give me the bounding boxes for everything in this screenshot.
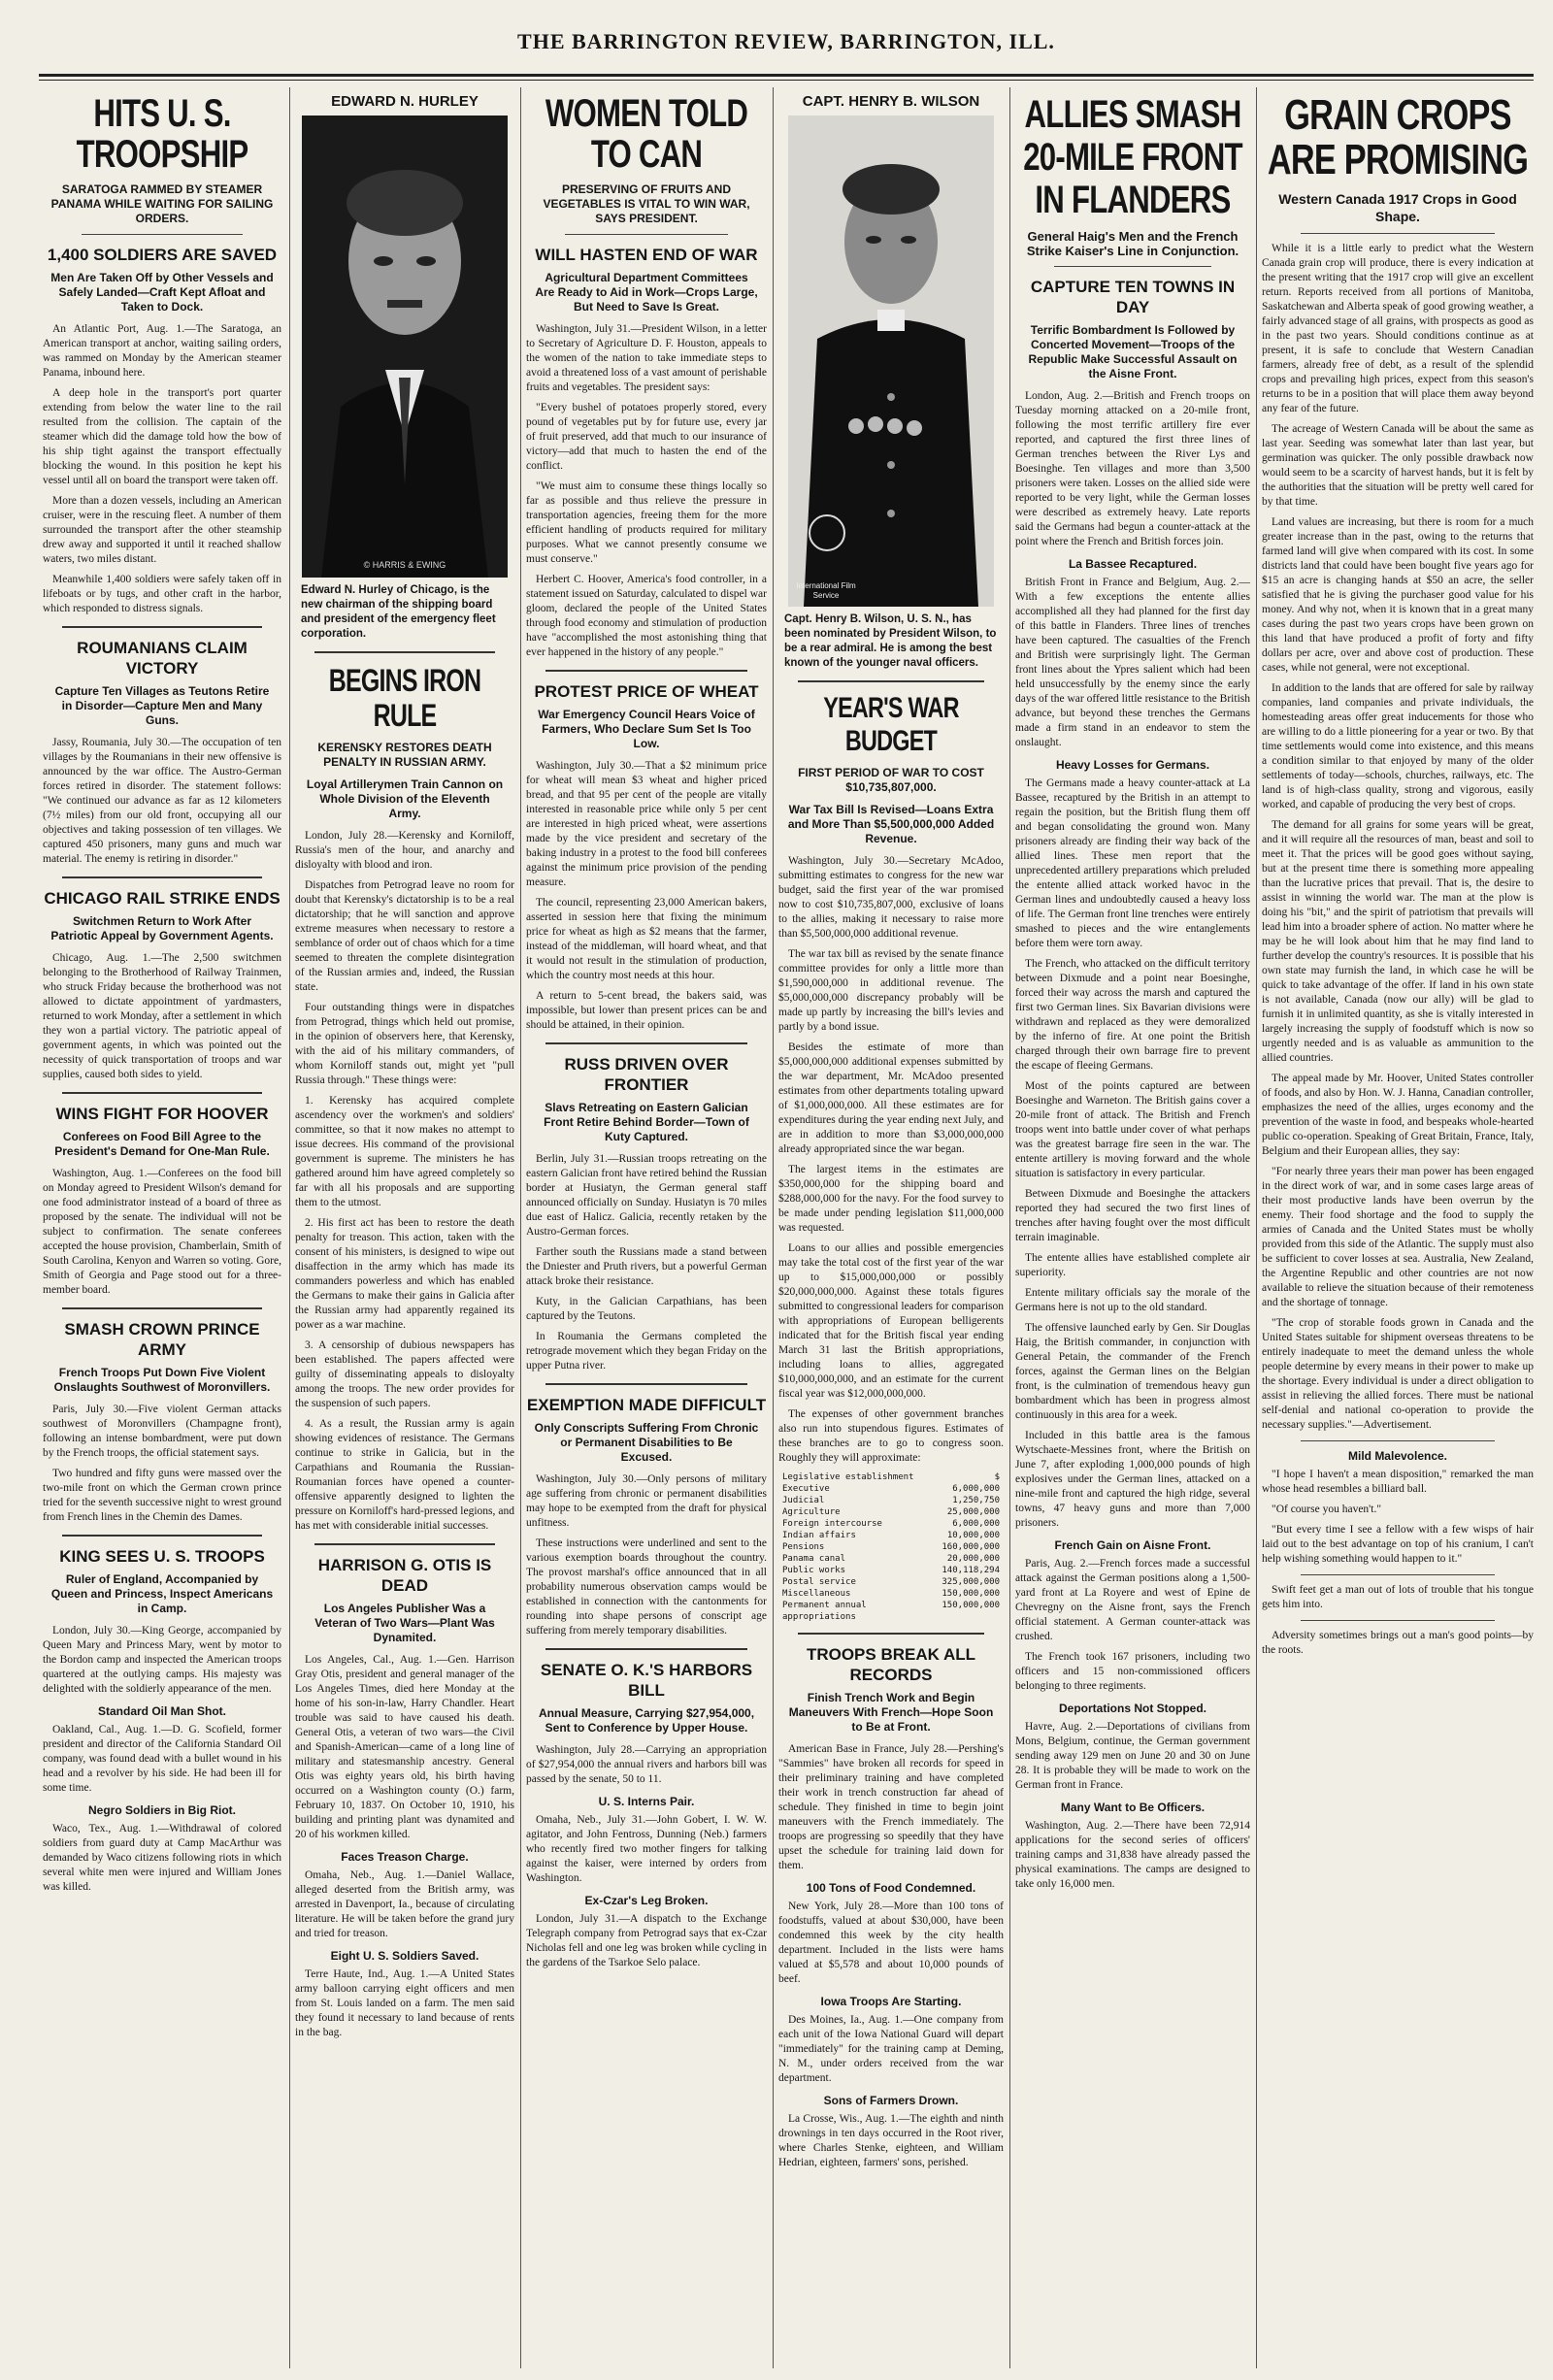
headline-crown-prince: SMASH CROWN PRINCE ARMY <box>64 1320 260 1359</box>
article-paragraph: The French took 167 prisoners, including two officers and 15 non-commissioned officers belonging to three regiments. <box>1015 1651 1250 1692</box>
headline-exemption: EXEMPTION MADE DIFFICULT <box>526 1396 767 1414</box>
deck-hasten-end: Agricultural Department Committees Are Ready to Aid in Work—Crops Large, But Need to Save Is Great. <box>535 271 758 314</box>
article-paragraph: "Of course you haven't." <box>1272 1504 1382 1515</box>
headline-chicago-strike: CHICAGO RAIL STRIKE ENDS <box>44 889 281 908</box>
deck-russ: Slavs Retreating on Eastern Galician Front Retire Behind Border—Town of Kuty Captured. <box>544 1101 749 1143</box>
budget-row-label: Pensions <box>782 1542 825 1552</box>
photo-credit: International Film Service <box>796 581 856 600</box>
budget-row-value: 6,000,000 <box>952 1519 1000 1529</box>
article-paragraph: 4. As a result, the Russian army is again showing evidences of resistance. The Germans continue to strike in Galicia, but in the Carpathians and Roumania the Russian-Roumanian forces have opened a counter-offensive apparently designed to lighten the pressure on Korniloff's hard-pressed legions, and has met with considerable initial successes. <box>295 1418 514 1532</box>
article-paragraph: Los Angeles, Cal., Aug. 1.—Gen. Harrison Gray Otis, president and general manager of the Los Angeles Times, died here Monday at the home of his son-in-law, Harry Chandler. Heart trouble was said to have caused his death. General Otis, a veteran of two wars—the Civil and Spanish-American—came of a long line of military and statesmanship ancestry. General Otis was eighty years old, his birth having occurred on a Washington county (O.) farm, February 10, 1837. On October 10, 1910, his building and printing plant was dynamited and 20 of his workmen killed. <box>295 1654 514 1840</box>
article-paragraph: 3. A censorship of dubious newspapers has been established. The papers affected were guilty of disseminating appeals to disloyalty among the troops. The new order provides for the suspension of such papers. <box>295 1339 514 1409</box>
masthead-rule-thin <box>39 80 1534 81</box>
budget-row-label: Legislative establishment <box>782 1472 914 1482</box>
article-paragraph: Paris, July 30.—Five violent German attacks southwest of Moronvillers (Champagne front), following an intense bombardment, were put down by the French troops, the official statement says. <box>43 1404 281 1459</box>
article-paragraph: Washington, July 30.—Secretary McAdoo, submitting estimates to congress for the new war budget, said the first year of the war promised now to cost $10,735,807,000, exclusive of loans to the allies, making it necessary to raise more than $5,500,000,000 additional revenue. <box>778 855 1004 940</box>
budget-table <box>782 1471 1000 1623</box>
headline-hoover: WINS FIGHT FOR HOOVER <box>55 1105 269 1123</box>
headline-grain-crops: GRAIN CROPS ARE PROMISING <box>1267 91 1529 183</box>
budget-row-value: 10,000,000 <box>946 1531 1000 1540</box>
budget-row-value: 150,000,000 <box>942 1601 1000 1610</box>
article-paragraph: Included in this battle area is the famous Wytschaete-Messines front, where the British on June 7, after exploding 1,000,000 pounds of high explosives under the German lines, attacked on a nine-mile front and captured the high ridge, several towns, 47 heavy guns and more than 7,000 prisoners. <box>1015 1430 1250 1529</box>
budget-row-value: 140,118,294 <box>942 1566 1000 1575</box>
headline-roumanians: ROUMANIANS CLAIM VICTORY <box>77 639 248 678</box>
deck-hoover: Conferees on Food Bill Agree to the President's Demand for One-Man Rule. <box>54 1130 270 1158</box>
article-paragraph: Two hundred and fifty guns were massed over the two-mile front on which the German crown prince tried for the seventh successive night to wrest ground from French lines in the Chemin des Dames. <box>43 1468 281 1523</box>
article-paragraph: La Crosse, Wis., Aug. 1.—The eighth and ninth drownings in ten days occurred in the Root river, where Charles Stenke, eighteen, and William Hedrian, eighteen, farmers' sons, perished. <box>778 2113 1004 2168</box>
article-paragraph: "The crop of storable foods grown in Canada and the United States suitable for shipment overseas threatens to be entirely inadequate to meet the demand unless the whole people determine by every means in their power to make up the shortage. Every individual is under a direct obligation to assist in relieving the allied forces. There must be national self-denial and national co-operation to provide the necessary supplies."—Advertisement. <box>1262 1317 1534 1431</box>
budget-row-value: 6,000,000 <box>952 1484 1000 1494</box>
article-paragraph: The French, who attacked on the difficult territory between Dixmude and a point near Boesinghe, forced their way across the marsh and captured the first two German lines. Six Bavarian divisions were withdrawn and replaced as they were demoralized by the inferno of fire. At one point the British charged through their own barrage fire to prevent the escape of fleeing Germans. <box>1015 958 1250 1072</box>
article-paragraph: The appeal made by Mr. Hoover, United States controller of foods, and also by Hon. W. J. Hanna, Canadian controller, emphasizes the need of the allies, urges economy and the prevention of the waste in food, and bespeaks whole-hearted public co-operation. Speaking of Great Britain, France, Italy, Belgium and their European allies, they say: <box>1262 1073 1534 1157</box>
article-paragraph: While it is a little early to predict what the Western Canada grain crop will produce, there is every indication at the present writing that the 1917 crop will give an excellent return. Reports received from all portions of Manitoba, Saskatchewan and Alberta speak of good growing weather, a fairly advanced stage of all grains, with prospects as good as in the past two years. Should conditions continue as at present, it is safe to conclude that Western Canadian farmers, already free of debt, as a result of the splendid crops and prevailing high prices, expect from this season's returns to be in a position that will place them away beyond any fear of the future. <box>1262 243 1534 414</box>
article-paragraph: "We must aim to consume these things locally so far as possible and thus relieve the pressure in transportation agencies, freeing them for the more efficient handling of products required for military purposes. What we cannot presently consume we must conserve." <box>526 480 767 565</box>
budget-row <box>782 1483 1000 1495</box>
subhead-soldiers-saved: 1,400 SOLDIERS ARE SAVED <box>47 246 278 264</box>
article-paragraph: Between Dixmude and Boesinghe the attackers reported they had secured the two first lines of trenches after having fought over the most difficult terrain imaginable. <box>1015 1188 1250 1243</box>
article-paragraph: 2. His first act has been to restore the death penalty for treason. This action, taken with the consent of his ministers, is designed to wipe out disaffection in the army which has made its commanders powerless and which has enabled the Germans to make their gains in Galicia after the Russian army had apparently regained its power as a war machine. <box>295 1217 514 1331</box>
deck-troopship: SARATOGA RAMMED BY STEAMER PANAMA WHILE WAITING FOR SAILING ORDERS. <box>50 182 274 225</box>
caption-hurley: Edward N. Hurley of Chicago, is the new chairman of the shipping board and president of the emergency fleet corporation. <box>301 584 496 640</box>
column-6 <box>1262 87 1534 2368</box>
column-1 <box>43 87 281 2368</box>
budget-row-label: Permanent annual appropriations <box>782 1601 867 1622</box>
article-paragraph: Washington, July 30.—That a $2 minimum price for wheat will mean $3 wheat and higher priced bread, and that 95 per cent of the people are vitally interested in reasonable price while only 5 per cent are interested in high priced wheat, were assertions made by the vice president and secretary of the baking industry in a protest to the food bill conferees against the minimum price provision of the pending measure. <box>526 760 767 888</box>
divider <box>798 1633 984 1635</box>
headline-iron-rule: BEGINS IRON RULE <box>328 663 481 733</box>
column-separator <box>1009 87 1010 2368</box>
subhead-food-condemned: 100 Tons of Food Condemned. <box>806 1881 976 1895</box>
headline-war-budget: YEAR'S WAR BUDGET <box>823 692 959 757</box>
divider <box>62 1535 262 1537</box>
deck-harbors: Annual Measure, Carrying $27,954,000, Sent to Conference by Upper House. <box>538 1706 755 1735</box>
article-paragraph: Loans to our allies and possible emergencies may take the total cost of the first year of the war up to $15,000,000,000 or possibly $20,000,000,000. Against these totals figures submitted to congressional leaders for comparison with appropriations of European belligerents indicated that for the British fiscal year ending March 31 last the British appropriations, including loans to allies, aggregated $10,000,000,000, and an estimate for the current fiscal year was $12,000,000,000. <box>778 1242 1004 1400</box>
article-paragraph: The Germans made a heavy counter-attack at La Bassee, recaptured by the British in an attempt to regain the position, but the British flung them off and began consolidating the ground won. Many prisoners already are finding their way back of the allied lines. These men report that the unprecedented artillery preparations which preluded the entente allied attack worked havoc in the German lines and undoubtedly caused a heavy loss of life. The German front line trenches were entirely smashed to pieces and the wire entanglements before them were torn away. <box>1015 777 1250 949</box>
deck-otis: Los Angeles Publisher Was a Veteran of Two Wars—Plant Was Dynamited. <box>314 1602 495 1644</box>
headline-women-can: WOMEN TOLD TO CAN <box>545 92 748 176</box>
headline-wheat: PROTEST PRICE OF WHEAT <box>534 682 759 701</box>
divider <box>314 1543 495 1545</box>
headline-russ: RUSS DRIVEN OVER FRONTIER <box>564 1055 729 1094</box>
article-paragraph: Meanwhile 1,400 soldiers were safely taken off in lifeboats or by tugs, and other craft in the harbor, which responded to distress signals. <box>43 574 281 614</box>
divider <box>545 1648 747 1650</box>
deck-wheat: War Emergency Council Hears Voice of Farmers, Who Declare Sum Set Is Too Low. <box>538 708 755 750</box>
deck-women-can: PRESERVING OF FRUITS AND VEGETABLES IS VITAL TO WIN WAR, SAYS PRESIDENT. <box>543 182 750 225</box>
article-paragraph: Swift feet get a man out of lots of trouble that his tongue gets him into. <box>1262 1584 1534 1610</box>
budget-row-label: Postal service <box>782 1577 856 1587</box>
article-paragraph: Jassy, Roumania, July 30.—The occupation of ten villages by the Roumanians in their new offensive is announced by the war office. The Austro-German forces retired in disorder. The statement follows: "We continued our advance as far as 12 kilometers (7½ miles) from our old front, occupying all our objectives and taking possession of ten villages. We captured 450 prisoners, many guns and much war material. The enemy is retiring in disorder." <box>43 737 281 865</box>
divider <box>565 234 728 235</box>
deck-roumanians: Capture Ten Villages as Teutons Retire in Disorder—Capture Men and Many Guns. <box>54 684 270 727</box>
deck-allies-smash: General Haig's Men and the French Strike Kaiser's Line in Conjunction. <box>1026 229 1239 258</box>
subhead-mild-malevolence: Mild Malevolence. <box>1347 1449 1448 1463</box>
divider <box>1054 266 1211 267</box>
subhead-la-bassee: La Bassee Recaptured. <box>1068 557 1198 571</box>
subhead-farmers-drown: Sons of Farmers Drown. <box>823 2094 959 2107</box>
deck-troops-records: Finish Trench Work and Begin Maneuvers With French—Hope Soon to Be at Front. <box>788 1691 994 1734</box>
article-paragraph: In addition to the lands that are offered for sale by railway companies, land companies and private individuals, the homesteading areas offer great inducements for those who are willing to do a little pioneering for a year or two. By that time settlements would come into existence, and this means a condition similar to that enjoyed by many of the older settlements of today—schools, churches, railways, etc. The land is of high-class quality, strong and vigorous, easily worked, and capable of producing the very best of crops. <box>1262 682 1534 810</box>
article-paragraph: London, July 28.—Kerensky and Korniloff, Russia's men of the hour, and anarchy and disloyalty with blood and iron. <box>295 830 514 871</box>
subhead-aisne: French Gain on Aisne Front. <box>1054 1538 1211 1552</box>
column-2 <box>295 87 514 2368</box>
deck-chicago-strike: Switchmen Return to Work After Patriotic Appeal by Government Agents. <box>50 914 274 942</box>
budget-row-label: Foreign intercourse <box>782 1519 882 1529</box>
article-paragraph: British Front in France and Belgium, Aug. 2.—With a few exceptions the entente allies accomplished all they had planned for the first day of this battle in Flanders. Three lines of trenches have been captured. The casualties of the French and British were surprisingly light. The German front lines about the Ypres salient which had been held unsuccessfully by the enemy since the early days of the war offered little resistance to the British advance, but beyond these trenches the Germans made a firm stand in an endeavor to stem the onslaught. <box>1015 577 1250 748</box>
article-paragraph: London, July 31.—A dispatch to the Exchange Telegraph company from Petrograd says that ex-Czar Nicholas fell and one leg was broken while cycling in the gardens of the Tsarkoe Selo palace. <box>526 1913 767 1968</box>
article-paragraph: An Atlantic Port, Aug. 1.—The Saratoga, an American transport at anchor, waiting sailing orders, was rammed on Monday by the American steamer Panama, inbound here. <box>43 323 281 379</box>
budget-row-label: Panama canal <box>782 1554 846 1564</box>
article-paragraph: In Roumania the Germans completed the retrograde movement which they began Friday on the upper Putna river. <box>526 1331 767 1372</box>
divider <box>314 651 495 653</box>
divider <box>82 234 243 235</box>
budget-row <box>782 1588 1000 1600</box>
article-paragraph: Waco, Tex., Aug. 1.—Withdrawal of colored soldiers from guard duty at Camp MacArthur was demanded by Waco citizens following riots in which several white men were injured and William Jones was killed. <box>43 1823 281 1893</box>
divider <box>545 670 747 672</box>
subhead-heavy-losses: Heavy Losses for Germans. <box>1055 758 1210 772</box>
subhead-treason: Faces Treason Charge. <box>341 1850 469 1864</box>
article-paragraph: 1. Kerensky has acquired complete ascendency over the workmen's and soldiers' committee, so that it now makes no attempt to issue decrees. His command of the provisional government is supreme. The ministers he has gathered around him have agreed completely so far with all his proposals and are supporting them to the utmost. <box>295 1095 514 1208</box>
budget-row-label: Miscellaneous <box>782 1589 851 1599</box>
article-paragraph: Des Moines, Ia., Aug. 1.—One company from each unit of the Iowa National Guard will depart "immediately" for the training camp at Deming, N. M., under orders received from the war department. <box>778 2014 1004 2084</box>
budget-row-value: 25,000,000 <box>946 1507 1000 1517</box>
article-paragraph: London, July 30.—King George, accompanied by Queen Mary and Princess Mary, went by motor to the Bordon camp and inspected the American troops quartered at the outlying camps. His majesty was delighted with the soldierly appearance of the men. <box>43 1625 281 1695</box>
budget-row <box>782 1518 1000 1530</box>
divider <box>62 876 262 878</box>
column-separator <box>773 87 774 2368</box>
portrait-photo-wilson <box>788 116 994 607</box>
deck-crown-prince: French Troops Put Down Five Violent Onslaughts Southwest of Moronvillers. <box>53 1366 271 1394</box>
deck-iron-rule: KERENSKY RESTORES DEATH PENALTY IN RUSSIAN ARMY. <box>317 741 492 769</box>
article-paragraph: American Base in France, July 28.—Pershing's "Sammies" have broken all records for speed in their preliminary training and have completed their work in trench construction far ahead of schedule. They finished in time to begin joint maneuvers with the French immediately. The troops are progressing so speedily that they have upset the schedule for training laid down for them. <box>778 1743 1004 1871</box>
budget-row <box>782 1530 1000 1541</box>
budget-row <box>782 1565 1000 1576</box>
deck-iron-rule-2: Loyal Artillerymen Train Cannon on Whole Division of the Eleventh Army. <box>306 777 504 820</box>
article-paragraph: "For nearly three years their man power has been engaged in the direct work of war, and in some cases large areas of their most productive lands have been overrun by the enemy. Their food shortage and the food to supply the armies of Canada and the United States must be wholly provided from this side of the Atlantic. The supply must also be sufficient to cover losses at sea. Australia, New Zealand, the Argentine Republic and other countries are not now available to relieve the situation because of their remoteness and the shortage of tonnage. <box>1262 1166 1534 1308</box>
subhead-officers: Many Want to Be Officers. <box>1060 1801 1206 1814</box>
article-paragraph: A return to 5-cent bread, the bakers said, was impossible, but lower than present prices can be and should be attained, in their opinion. <box>526 990 767 1031</box>
divider <box>1301 233 1495 234</box>
subhead-deportations: Deportations Not Stopped. <box>1059 1702 1206 1715</box>
portrait-wilson-icon <box>788 116 994 607</box>
article-paragraph: Dispatches from Petrograd leave no room for doubt that Kerensky's dictatorship is to be a real dictatorship; that he will sanction and approve extreme measures when necessary to restore a semblance of order out of chaos which for a time seemed to threaten the complete disintegration of the Russian armies and, indeed, the Russian state. <box>295 879 514 993</box>
article-paragraph: Oakland, Cal., Aug. 1.—D. G. Scofield, former president and director of the California Standard Oil company, was found dead with a bullet wound in his head and a revolver by his side. He had been ill for some time. <box>43 1724 281 1794</box>
caption-wilson: Capt. Henry B. Wilson, U. S. N., has been nominated by President Wilson, to be a rear admiral. He is among the best known of the younger naval officers. <box>784 613 997 669</box>
portrait-photo-hurley <box>302 116 508 578</box>
article-paragraph: Four outstanding things were in dispatches from Petrograd, things which held out promise, in the opinion of observers here, that Kerensky, with the aid of his military commanders, of whom Korniloff stands out, might yet "pull Russia through." These things were: <box>295 1002 514 1086</box>
deck-soldiers-saved: Men Are Taken Off by Other Vessels and Safely Landed—Craft Kept Afloat and Taken to Dock. <box>50 271 274 314</box>
article-paragraph: Washington, July 30.—Only persons of military age suffering from chronic or permanent disabilities may hope to be exempted from the draft for physical unfitness. <box>526 1473 767 1529</box>
budget-row <box>782 1553 1000 1565</box>
deck-grain-crops: Western Canada 1917 Crops in Good Shape. <box>1278 191 1517 224</box>
article-paragraph: Chicago, Aug. 1.—The 2,500 switchmen belonging to the Brotherhood of Railway Trainmen, who struck Friday because the brotherhood was not allowed to dictate appointment of yardmasters, returned to work Monday, after a settlement in which they won a partial victory. The patriotic appeal of government agents, in which was pointed out the necessity of quick transportation of troops and war supplies, caused both sides to yield. <box>43 952 281 1080</box>
subhead-negro-soldiers: Negro Soldiers in Big Riot. <box>87 1803 236 1817</box>
article-paragraph: The war tax bill as revised by the senate finance committee provides for only a little more than $1,590,000,000 in additional revenue. The $5,000,000,000 discrepancy probably will be made up partly by increasing the bill's levies and partly by a bond issue. <box>778 948 1004 1033</box>
divider <box>1301 1440 1495 1441</box>
subhead-hasten-end: WILL HASTEN END OF WAR <box>535 246 758 264</box>
article-paragraph: Most of the points captured are between Boesinghe and Warneton. The British gains cover a 20-mile front of attack. The British and French troops went into battle under cover of what perhaps was the greatest barrage fire seen in the war. The entente artillery is moving forward and the whole situation is satisfactory in every particular. <box>1015 1080 1250 1179</box>
budget-row-value: $ <box>994 1472 1000 1482</box>
article-paragraph: The entente allies have established complete air superiority. <box>1015 1252 1250 1278</box>
article-paragraph: More than a dozen vessels, including an American cruiser, were in the rescuing fleet. A number of them surrounded the transport after the other steamship drew away and supported it until it reached shallow waters, two miles distant. <box>43 495 281 565</box>
budget-row-label: Indian affairs <box>782 1531 856 1540</box>
deck-ten-towns: Terrific Bombardment Is Followed by Concerted Movement—Troops of the Republic Make Successful Assault on the Aisne Front. <box>1028 323 1238 380</box>
article-paragraph: Farther south the Russians made a stand between the Dniester and Pruth rivers, but a powerful German attack broke their resistance. <box>526 1246 767 1287</box>
budget-row-value: 150,000,000 <box>942 1589 1000 1599</box>
article-paragraph: Land values are increasing, but there is room for a much greater increase than in the past, owing to the returns that farmed land will give when compared with its cost. In some districts land that could have been bought five years ago for $15 an acre is changing hands at $50 an acre, the seller satisfied that he is giving the purchaser good value for his money. And why not, when it is known that in a great many cases during the past two years crops have been grown on this land that have produced a profit of forty and fifty dollars per acre, over and above cost of production. These cases, while not general, were not exceptional. <box>1262 516 1534 674</box>
budget-row <box>782 1541 1000 1553</box>
divider <box>1301 1620 1495 1621</box>
subhead-ten-towns: CAPTURE TEN TOWNS IN DAY <box>1030 278 1236 316</box>
budget-row <box>782 1600 1000 1623</box>
article-paragraph: Herbert C. Hoover, America's food controller, in a statement issued on Saturday, calculated to dispel war gloom, declared the people of the United States through food economy and stimulation of production have "accomplished the most astonishing thing that ever happened in the history of any people." <box>526 574 767 658</box>
column-3 <box>526 87 767 2368</box>
divider <box>798 680 984 682</box>
budget-row-value: 160,000,000 <box>942 1542 1000 1552</box>
article-paragraph: Paris, Aug. 2.—French forces made a successful attack against the German positions along a 1,500-yard front at La Royere and west of Epine de Chevregny on the Aisne front, says the French official statement. A German counter-attack was crushed. <box>1015 1558 1250 1642</box>
budget-row <box>782 1471 1000 1483</box>
masthead-rule <box>39 74 1534 77</box>
budget-row-label: Public works <box>782 1566 846 1575</box>
budget-row-label: Judicial <box>782 1496 825 1505</box>
budget-row <box>782 1495 1000 1506</box>
budget-row-value: 1,250,750 <box>952 1496 1000 1505</box>
article-paragraph: Washington, Aug. 2.—There have been 72,914 applications for the second series of officers' training camps and 31,838 have already passed the physical examinations. The camps are designed to take only 16,000 men. <box>1015 1820 1250 1890</box>
article-paragraph: The offensive launched early by Gen. Sir Douglas Haig, the British commander, in conjunction with General Petain, the commander of the French forces, against the German lines on the Belgian front, is the culmination of tremendous heavy gun bombardment which has been in progress almost continuously in this area for a week. <box>1015 1322 1250 1421</box>
headline-allies-smash: ALLIES SMASH 20-MILE FRONT IN FLANDERS <box>1023 93 1242 221</box>
headline-harbors: SENATE O. K.'S HARBORS BILL <box>540 1661 753 1700</box>
budget-row-value: 20,000,000 <box>946 1554 1000 1564</box>
article-paragraph: Havre, Aug. 2.—Deportations of civilians from Mons, Belgium, continue, the German government sending away 129 men on June 20 and 30 on June 28. It is probable they will be made to work on the German front in France. <box>1015 1721 1250 1791</box>
budget-row <box>782 1576 1000 1588</box>
column-4 <box>778 87 1004 2368</box>
budget-row-label: Executive <box>782 1484 830 1494</box>
subhead-interns: U. S. Interns Pair. <box>598 1795 695 1808</box>
article-paragraph: Besides the estimate of more than $5,000,000,000 additional expenses submitted by the war department, Mr. McAdoo presented estimates from other departments totaling upward of $1,000,000,000. All these estimates are for expenditures during the year ending next July, and are in addition to more than $3,000,000,000 already appropriated since the war began. <box>778 1041 1004 1155</box>
article-paragraph: Terre Haute, Ind., Aug. 1.—A United States army balloon carrying eight officers and men from St. Louis landed on a farm. The men said they found it necessary to land because of rents in the bag. <box>295 1968 514 2038</box>
subhead-ex-czar: Ex-Czar's Leg Broken. <box>584 1894 709 1907</box>
headline-troops-records: TROOPS BREAK ALL RECORDS <box>806 1645 976 1684</box>
column-separator <box>520 87 521 2368</box>
divider <box>545 1042 747 1044</box>
column-5 <box>1015 87 1250 2368</box>
article-paragraph: Washington, Aug. 1.—Conferees on the food bill on Monday agreed to President Wilson's demand for one food administrator instead of a board of three as proposed by the senate. The individual will not be subject to confirmation. The senate conferees accepted the house provision, Chamberlain, Smith of South Carolina, Kenyon and Warren so voting. Gore, Smith of Georgia and Page stood out for a three-member board. <box>43 1168 281 1296</box>
photo-credit: © HARRIS & EWING <box>363 560 446 570</box>
divider <box>62 626 262 628</box>
subhead-oil-man: Standard Oil Man Shot. <box>97 1704 226 1718</box>
deck-war-budget-2: War Tax Bill Is Revised—Loans Extra and More Than $5,500,000,000 Added Revenue. <box>787 803 995 845</box>
article-paragraph: "I hope I haven't a mean disposition," remarked the man whose head resembles a billiard ball. <box>1262 1469 1534 1495</box>
budget-row-value: 325,000,000 <box>942 1577 1000 1587</box>
masthead <box>39 29 1534 72</box>
portrait-name-wilson: CAPT. HENRY B. WILSON <box>802 93 980 110</box>
column-separator <box>289 87 290 2368</box>
article-paragraph: The expenses of other government branches also run into stupendous figures. Estimates of these branches are to go to congress soon. Roughly they will approximate: <box>778 1408 1004 1464</box>
article-paragraph: The largest items in the estimates are $350,000,000 for the shipping board and $288,000,000 for the navy. For the food survey to be made under pending legislation $11,000,000 was requested. <box>778 1164 1004 1234</box>
article-paragraph: These instructions were underlined and sent to the various exemption boards throughout the country. The provost marshal's office announced that in all probability numerous observation camps would be established in connection with the cantonments for rounding into shape persons of conscript age suffering from merely temporary disabilities. <box>526 1537 767 1636</box>
masthead-title: THE BARRINGTON REVIEW, BARRINGTON, ILL. <box>517 29 1055 53</box>
article-paragraph: Omaha, Neb., Aug. 1.—Daniel Wallace, alleged deserted from the British army, was arrested in Davenport, Ia., because of circulating literature. He will be taken before the grand jury and tried for treason. <box>295 1869 514 1939</box>
headline-king: KING SEES U. S. TROOPS <box>59 1547 265 1566</box>
article-paragraph: "But every time I see a fellow with a few wisps of hair laid out to the best advantage on top of his cranium, I can't help wishing something would happen to it." <box>1262 1524 1534 1565</box>
article-paragraph: Berlin, July 31.—Russian troops retreating on the eastern Galician front have retired behind the Russian border at Husiatyn, the German general staff announced officially on Sunday. Husiatyn is 70 miles due east of Halicz. Galicia, recently retaken by the Austro-German forces. <box>526 1153 767 1238</box>
article-paragraph: London, Aug. 2.—British and French troops on Tuesday morning attacked on a 20-mile front, following the most terrific artillery fire ever reported, and captured the first three lines of German trenches between the River Lys and Boesinghe. Ten villages and more than 3,500 prisoners were taken. Losses on the allied side were reported to be very light, while the German losses were described as extremely heavy. Late reports said the Germans had begun a counter-attack at the point where the French and British forces join. <box>1015 390 1250 547</box>
article-paragraph: New York, July 28.—More than 100 tons of foodstuffs, valued at about $30,000, have been condemned this week by the city health department. Included in the lists were hams valued at $5,578 and about 10,000 pounds of beef. <box>778 1901 1004 1985</box>
budget-row-label: Agriculture <box>782 1507 841 1517</box>
article-paragraph: Entente military officials say the morale of the Germans here is not up to the old standard. <box>1015 1287 1250 1313</box>
divider <box>545 1383 747 1385</box>
article-paragraph: The acreage of Western Canada will be about the same as last year. Seeding was somewhat later than last year, but germination was quicker. The only possible drawback now would seem to be a scarcity of harvest hands, but it is felt by the authorities that the situation will be pretty well cared for by that time. <box>1262 423 1534 508</box>
article-paragraph: A deep hole in the transport's port quarter extending from below the water line to the rail resulted from the collision. The captain of the steamer which did the damage told how the bow of his ship tight against the transport effectually blocking the wound. In this position he kept his vessel until all on board the transport were taken off. <box>43 387 281 486</box>
article-paragraph: Adversity sometimes brings out a man's good points—by the roots. <box>1262 1630 1534 1656</box>
article-paragraph: The council, representing 23,000 American bakers, asserted in session here that fixing the minimum price for wheat as high as $2 means that the farmer, instead of the middleman, will hoard wheat, and that it would not result in the stimulation of production, which the country most needs at this hour. <box>526 897 767 981</box>
deck-king: Ruler of England, Accompanied by Queen and Princess, Inspect Americans in Camp. <box>50 1572 274 1615</box>
budget-row <box>782 1506 1000 1518</box>
divider <box>62 1307 262 1309</box>
subhead-soldiers-saved: Eight U. S. Soldiers Saved. <box>330 1949 479 1963</box>
article-paragraph: Omaha, Neb., July 31.—John Gobert, I. W. W. agitator, and John Fentross, Dunning (Neb.) farmers who recently fired two mother fingers for talking against the kaiser, were interned by orders from Washington. <box>526 1814 767 1884</box>
deck-war-budget: FIRST PERIOD OF WAR TO COST $10,735,807,000. <box>798 766 984 794</box>
headline-otis: HARRISON G. OTIS IS DEAD <box>317 1556 492 1595</box>
deck-exemption: Only Conscripts Suffering From Chronic or Permanent Disabilities to Be Excused. <box>534 1421 759 1464</box>
article-paragraph: The demand for all grains for some years will be great, and it will require all the resources of man, beast and soil to meet it. That the prices will be good goes without saying, but at the present time there is something more appealing than the lucrative prices that prevail. That is, the desire to assist in winning the world war. The man at the plow is doing his "bit," and the spirit of patriotism that prevails will lead him into a broader sphere of action. No matter where he may be he will look about him that he may find land to further develop the country's resources. It is possible that his own state may furnish the land, in which case he will be quick to take advantage of the offer. If land in his own state is not available, Canada (now our ally) will be glad to furnish it in unlimited quantity, as she is vitally interested in largely increasing the supply of foodstuff which is now so urgently needed and is as valuable as ammunition to the allied countries. <box>1262 819 1534 1064</box>
divider <box>62 1092 262 1094</box>
article-paragraph: Washington, July 28.—Carrying an appropriation of $27,954,000 the annual rivers and harbors bill was passed by the senate, 50 to 11. <box>526 1744 767 1785</box>
portrait-name-hurley: EDWARD N. HURLEY <box>331 93 479 110</box>
headline-troopship: HITS U. S. TROOPSHIP <box>76 92 248 176</box>
article-paragraph: Washington, July 31.—President Wilson, in a letter to Secretary of Agriculture D. F. Houston, appeals to the women of the nation to take immediate steps to avoid a threatened loss of a vast amount of perishable fruits and vegetables. The president says: <box>526 323 767 393</box>
portrait-hurley-icon <box>302 116 508 578</box>
subhead-iowa-troops: Iowa Troops Are Starting. <box>820 1995 962 2008</box>
divider <box>1301 1574 1495 1575</box>
article-paragraph: Kuty, in the Galician Carpathians, has been captured by the Teutons. <box>526 1296 767 1322</box>
article-paragraph: "Every bushel of potatoes properly stored, every pound of vegetables put by for future use, every jar of fruit preserved, add that much to our insurance of victory—add that much to hasten the end of the conflict. <box>526 402 767 472</box>
column-separator <box>1256 87 1257 2368</box>
